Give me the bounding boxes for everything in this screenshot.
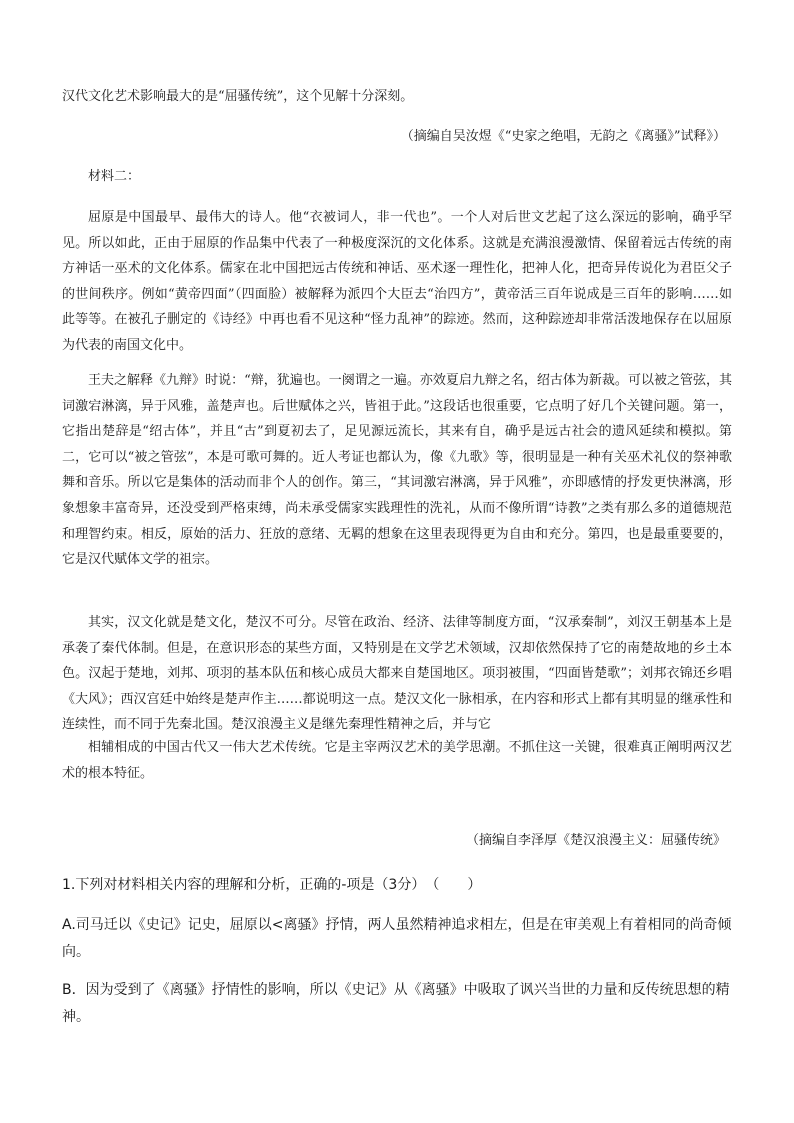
material2-heading: 材料二： — [88, 169, 141, 184]
option-a: A.司马迁以《史记》记史，屈原以<离骚》抒情，两人虽然精神追求相左，但是在审美观上有着相同的尚奇倾向。 — [62, 917, 732, 960]
material2-source: （摘编自李泽厚《楚汉浪漫主义：屈骚传统》 — [465, 833, 726, 848]
material1-tail-line: 汉代文化艺术影响最大的是“屈骚传统”，这个见解十分深刻。 — [62, 89, 414, 104]
material2-paragraph-4: 相辅相成的中国古代又一伟大艺术传统。它是主宰两汉艺术的美学思潮。不抓住这一关键，很难真正阐明两汉艺术的根本特征。 — [62, 740, 732, 781]
material2-paragraph-3: 其实，汉文化就是楚文化，楚汉不可分。尽管在政治、经济、法律等制度方面，“汉承秦制”，刘汉王朝基本上是承袭了秦代体制。但是，在意识形态的某些方面，又特别是在文学艺术领域，汉却依然保持了它的南楚故地的乡土本色。汉起于楚地，刘邦、项羽的基本队伍和核心成员大都来自楚国地区。项羽被围，“四面皆楚歌”；刘邦衣锦还乡唱《大风》；西汉宫廷中始终是楚声作主……都说明这一点。楚汉文化一脉相承，在内容和形式上都有其明显的继承性和连续性，而不同于先秦北国。楚汉浪漫主义是继先秦理性精神之后，并与它 — [62, 615, 732, 733]
option-b: B．因为受到了《离骚》抒情性的影响，所以《史记》从《离骚》中吸取了讽兴当世的力量和反传统思想的精神。 — [62, 982, 730, 1025]
material1-source: （摘编自吴汝煜《“史家之绝唱，无韵之《离骚》”试释》） — [400, 129, 726, 144]
material2-paragraph-2: 王夫之解释《九辩》时说：“辩，犹遍也。一阕谓之一遍。亦效夏启九辩之名，绍古体为新裁。可以被之管弦，其词激宕淋漓，异于风雅，盖楚声也。后世赋体之兴，皆祖于此。”这段话也很重要，它点明了好几个关键问题。第一，它指出楚辞是“绍古体”，并且“古”到夏初去了，足见源远流长，其来有自，确乎是远古社会的遗风延续和模拟。第二，它可以“被之管弦”，本是可歌可舞的。近人考证也都认为，像《九歌》等，很明显是一种有关巫术礼仪的祭神歌舞和音乐。所以它是集体的活动而非个人的创作。第三，“其词激宕淋漓，异于风雅”，亦即感情的抒发更快淋漓，形象想象丰富奇异，还没受到严格束缚，尚未承受儒家实践理性的洗礼，从而不像所谓“诗教”之类有那么多的道德规范和理智约束。相反，原始的活力、狂放的意绪、无羁的想象在这里表现得更为自由和充分。第四，也是最重要要的，它是汉代赋体文学的祖宗。 — [62, 373, 732, 568]
material2-paragraph-1: 屈原是中国最早、最伟大的诗人。他“衣被词人，非一代也”。一个人对后世文艺起了这么深远的影响，确乎罕见。所以如此，正由于屈原的作品集中代表了一种极度深沉的文化体系。这就是充满浪漫激情、保留着远古传统的南方神话一巫术的文化体系。儒家在北中国把远古传统和神话、巫术逐一理性化，把神人化，把奇异传说化为君臣父子的世间秩序。例如“黄帝四面”（四面脸）被解释为派四个大臣去“治四方”，黄帝活三百年说成是三百年的影响……如此等等。在被孔子删定的《诗经》中再也看不见这种“怪力乱神”的踪迹。然而，这种踪迹却非常活泼地保存在以屈原为代表的南国文化中。 — [62, 210, 732, 353]
question-stem: 1.下列对材料相关内容的理解和分析，正确的-项是（3分） （ ） — [62, 877, 482, 893]
